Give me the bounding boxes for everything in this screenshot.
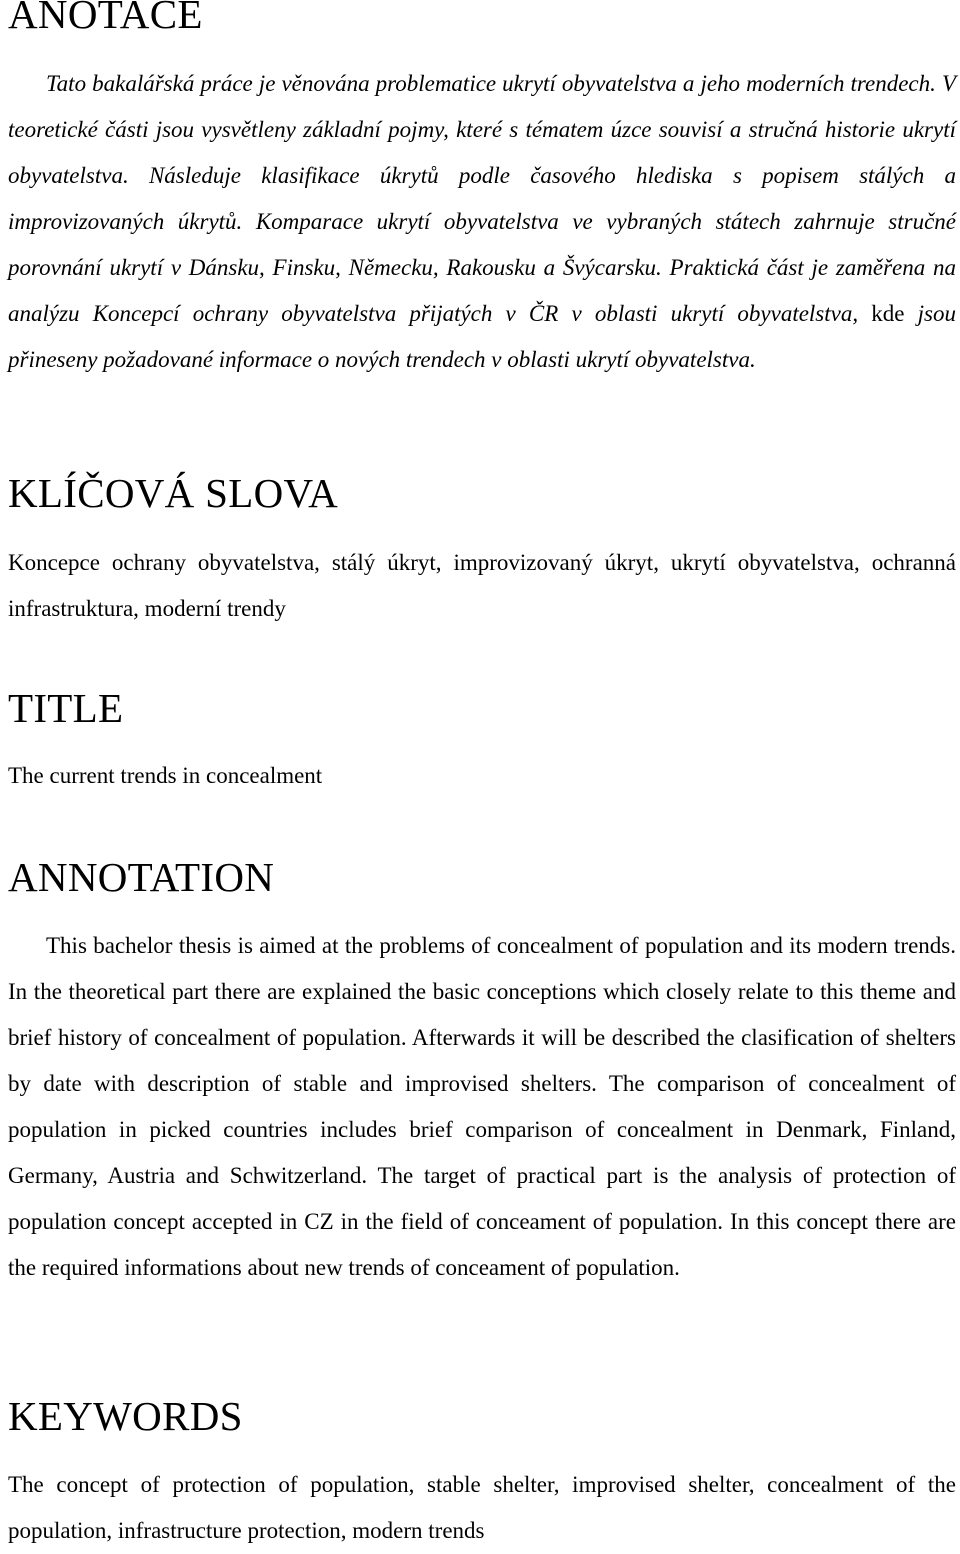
anotace-text-4: jsou přineseny požadované informace o nových trendech v oblasti ukrytí obyvatelstva.	[8, 301, 956, 372]
title-text: The current trends in concealment	[8, 763, 323, 788]
keywords-heading: KEYWORDS	[8, 1393, 243, 1439]
keywords-text: The concept of protection of population, stable shelter, improvised shelter, concealment of the population, infrastructure protection, modern trends	[8, 1472, 956, 1543]
annotation-heading: ANNOTATION	[8, 854, 275, 900]
klicova-slova-text: Koncepce ochrany obyvatelstva, stálý úkryt, improvizovaný úkryt, ukrytí obyvatelstva, ochranná infrastruktura, moderní trendy	[8, 550, 956, 621]
anotace-heading: ANOTACE	[8, 0, 203, 37]
anotace-text-1: Tato bakalářská práce je věnována problematice ukrytí obyvatelstva a jeho moderních trendech.	[46, 71, 942, 96]
annotation-paragraph: This bachelor thesis is aimed at the problems of concealment of population and its modern trends. In the theoretical part there are explained the basic conceptions which closely relate to this theme and brief history of concealment of population. Afterwards it will be described the clasification of shelters by date with description of stable and improvised shelters. The comparison of concealment of population in picked countries includes brief comparison of concealment in Denmark, Finland, Germany, Austria and Schwitzerland. The target of practical part is the analysis of protection of population concept accepted in CZ in the field of conceament of population. In this concept there are the required informations about new trends of conceament of population.	[8, 933, 956, 1280]
anotace-paragraph	[8, 61, 956, 383]
klicova-slova-heading: KLÍČOVÁ SLOVA	[8, 470, 339, 516]
anotace-text-2: V teoretické části jsou vysvětleny základní pojmy, které s tématem úzce souvisí a stručná historie ukrytí obyvatelstva. Následuje klasifikace úkrytů podle časového hlediska s popisem stálých a improvizovaných úkrytů. Komparace ukrytí obyvatelstva ve vybraných státech zahrnuje stručné porovnání ukrytí v Dánsku, Finsku, Německu, Rakousku a Švýcarsku. Praktická část je zaměřena na analýzu Koncepcí ochrany obyvatelstva přijatých v ČR v oblasti ukrytí obyvatelstva,	[8, 71, 956, 326]
anotace-text-3: kde	[871, 301, 905, 326]
title-heading: TITLE	[8, 685, 124, 731]
